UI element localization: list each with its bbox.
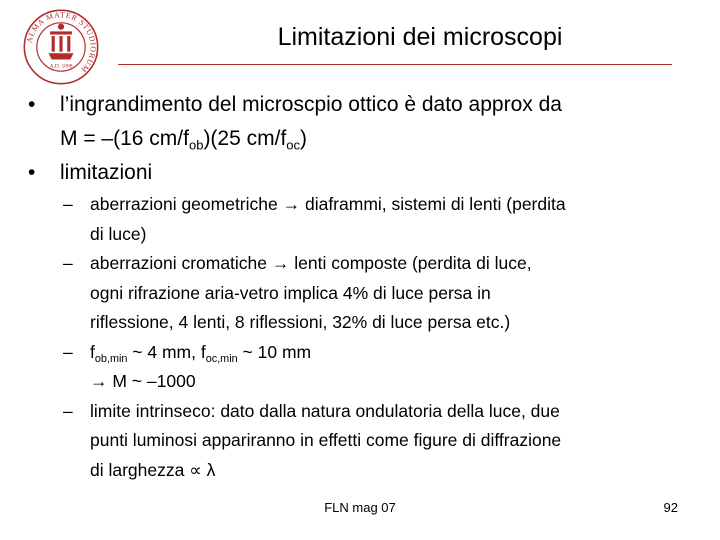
sub-item-text: limite intrinseco: dato dalla natura ondulatoria della luce, due [90, 400, 560, 421]
sub-item-text: di larghezza ∝ λ [90, 459, 216, 480]
bullet-text: l’ingrandimento del microscpio ottico è dato approx da [60, 93, 562, 116]
university-seal-logo [22, 8, 100, 86]
page-number: 92 [663, 500, 678, 515]
footer-label: FLN mag 07 [324, 500, 396, 515]
bullet-text: limitazioni [60, 161, 153, 184]
sub-item-text: di luce) [90, 223, 147, 244]
bullet-dot: • [28, 93, 36, 116]
sub-item-geometric-aberrations [63, 190, 708, 249]
sub-item-chromatic-aberrations [63, 249, 708, 338]
slide-body [28, 88, 708, 485]
magnification-formula: M = –(16 $cm/f_{ob})(25$ $cm/f_{oc}$) [60, 127, 308, 153]
dash-marker: – [63, 341, 73, 362]
focal-length-formula: $f_{ob,min}$ ~ 4 mm, $f_{oc,min}$ ~ 10 mm [90, 341, 312, 365]
bullet-item [28, 88, 708, 156]
dash-marker: – [63, 400, 73, 421]
title-divider [118, 64, 672, 65]
sub-item-text: → M ~ –1000 [90, 371, 196, 391]
sub-item-text: aberrazioni cromatiche → lenti composte (perdita di luce, [90, 253, 532, 273]
bullet-dot: • [28, 161, 36, 184]
sub-item-text: punti luminosi appariranno in effetti come figure di diffrazione [90, 430, 562, 450]
slide-title: Limitazioni dei microscopi [277, 23, 563, 51]
bullet-item [28, 156, 708, 190]
dash-marker: – [63, 194, 73, 214]
sub-item-text: ogni rifrazione aria-vetro implica 4% di luce persa in [90, 282, 491, 303]
sub-item-text: riflessione, 4 lenti, 8 riflessioni, 32% di luce persa etc.) [90, 312, 511, 332]
sub-item-intrinsic-limit [63, 397, 708, 486]
sub-item-focal-lengths [63, 338, 708, 397]
sub-item-text: aberrazioni geometriche → diaframmi, sistemi di lenti (perdita [90, 194, 566, 214]
dash-marker: – [63, 253, 73, 273]
svg-text:ALMA MATER STUDIORUM: ALMA MATER STUDIORUM [24, 10, 98, 75]
svg-text:A.D. 1088: A.D. 1088 [49, 63, 73, 70]
